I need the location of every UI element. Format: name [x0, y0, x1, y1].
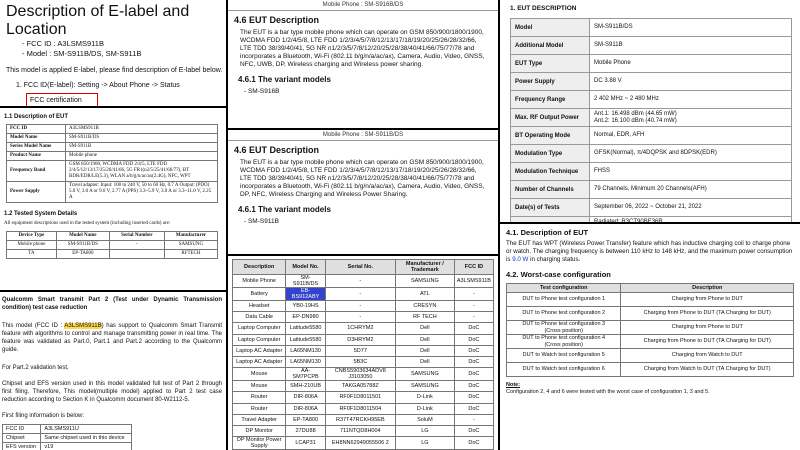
table-cell: - — [454, 288, 493, 301]
table-header-row — [7, 232, 218, 241]
table-row — [233, 275, 494, 288]
table-cell: Headset — [233, 301, 286, 312]
table-cell: LG — [395, 437, 454, 450]
eut-spec-panel — [0, 108, 226, 290]
wpt-description: The EUT has WPT (Wireless Power Transfer) feature which has inductive charging coil to charge phone or watch. The charging frequency is between 110 kHz to 148 kHz, and the maximum power consumption is 9.0 W in charging status. — [506, 240, 793, 263]
table-cell: 711NTQD8H004 — [325, 425, 395, 436]
table-cell: DoC — [454, 334, 493, 345]
table-cell: SoluM — [395, 414, 454, 425]
table-row — [511, 163, 792, 181]
table-cell: DoC — [454, 392, 493, 403]
table-cell: EH8NN62949055506 2 — [325, 437, 395, 450]
section-title: 1.2 Tested System Details — [4, 211, 78, 217]
table-cell: Mobile phone — [66, 152, 218, 161]
table-cell: Power Supply — [511, 73, 590, 91]
table-row — [511, 199, 792, 217]
table-row — [233, 368, 494, 381]
table-cell: SM-S911B — [66, 143, 218, 152]
table-cell: Travel adapter: Input: 100 to 240 V, 50 to 60 Hz, 0.7 A Output: (PDO) 5.0 V, 3.0 A or 9.0 V, 2.77 A (PPS) 3.3~5.9 V, 3.0 A or 3.3~11.0 V, 2.25 A — [66, 182, 218, 203]
table-row — [7, 143, 218, 152]
table-row — [511, 127, 792, 145]
column-header: Test configuration — [507, 284, 621, 293]
table-row — [507, 349, 794, 363]
table-row — [233, 392, 494, 403]
table-cell — [511, 217, 590, 223]
page-header: Mobile Phone : SM-S916B/DS — [322, 2, 404, 8]
table-cell: ATL — [395, 288, 454, 301]
column-header: Description — [233, 260, 286, 275]
eut-description-text: The EUT is a bar type mobile phone which can operate on GSM 850/900/1800/1900, WCDMA FDD 1/2/4/5/8, LTE FDD 1/2/3/4/5/7/8/12/13/17/18/19/20/25/26/28/32/66, LTE TDD 38/39/40/41, 5G NR n1/2/3/5/7/8/12/20/25/28/38/40/41/66/75/77/78 and incorporates a Bluetooth, Wi-Fi (802.11 b/g/n/a/ac/ax), Camera, Audio, Video, GNSS, NFC, UWB, DP, Wireless charging and Wireless power sharing. — [240, 29, 485, 68]
table-cell: Charging from Phone to DUT (TA Charging for DUT) — [621, 335, 794, 349]
column-header: Description — [621, 284, 794, 293]
table-cell: DP Monitor Power Supply — [233, 437, 286, 450]
tested-system-table — [6, 231, 218, 259]
table-row — [233, 381, 494, 392]
section-title: 1. EUT DESCRIPTION — [510, 5, 577, 12]
table-row — [233, 312, 494, 323]
table-row — [233, 403, 494, 414]
table-row — [507, 321, 794, 335]
table-cell: Power Supply — [7, 182, 66, 203]
table-row — [7, 241, 218, 250]
table-cell: Frequency Range — [511, 91, 590, 109]
table-row — [233, 437, 494, 450]
table-cell: Laptop Computer — [233, 334, 286, 345]
table-cell: EB-BS912ABY — [286, 288, 325, 301]
table-cell: Product Name — [7, 152, 66, 161]
page-header: Mobile Phone : SM-S911B/DS — [322, 132, 404, 138]
table-cell: SM-S911B/DS — [590, 19, 792, 37]
table-cell: Dell — [395, 356, 454, 367]
table-cell: Charging from Phone to DUT — [621, 293, 794, 307]
table-cell: 1CHRYM2 — [325, 323, 395, 334]
eut-description-s916b — [228, 0, 498, 128]
table-cell: Data Cable — [233, 312, 286, 323]
table-cell: BT Operating Mode — [511, 127, 590, 145]
table-cell: FCC ID — [7, 125, 66, 134]
table-cell: Laptop AC Adapter — [233, 356, 286, 367]
eut-description-s911b — [228, 130, 498, 254]
column-header: FCC ID — [454, 260, 493, 275]
table-cell: CRESYN — [395, 301, 454, 312]
note-label: Note: — [506, 382, 521, 388]
table-row — [233, 288, 494, 301]
bt-eut-panel — [500, 0, 800, 222]
table-cell: EFS version — [3, 443, 41, 450]
table-cell: Max. RF Output Power — [511, 109, 590, 127]
table-row — [507, 307, 794, 321]
table-cell: RF TECH — [395, 312, 454, 323]
table-cell: 2 402 MHz ~ 2 480 MHz — [590, 91, 792, 109]
table-cell: DoC — [454, 356, 493, 367]
table-cell: Modulation Technique — [511, 163, 590, 181]
table-cell: Mouse — [233, 368, 286, 381]
table-cell: Normal, EDR, AFH — [590, 127, 792, 145]
table-row — [233, 301, 494, 312]
variant-model: - SM-S916B — [244, 88, 280, 95]
qualcomm-paragraph-2: For Part.2 validation test, — [2, 365, 69, 371]
table-cell: GFSK(Normal), π/4DQPSK and 8DPSK(EDR) — [590, 145, 792, 163]
table-cell: RFTECH — [164, 250, 217, 259]
table-cell: DoC — [454, 437, 493, 450]
qualcomm-title: Qualcomm Smart transmit Part 2 (Test under Dynamic Transmission condition) test case reduction — [2, 297, 222, 311]
table-cell: SAMSUNG — [395, 275, 454, 288]
table-cell: Mobile phone — [7, 241, 57, 250]
table-cell: Router — [233, 392, 286, 403]
table-cell: D-Link — [395, 392, 454, 403]
elabel-title: Description of E-label and Location — [6, 3, 190, 38]
table-cell — [109, 250, 164, 259]
elabel-text: This model is applied E-label, please find description of E-label below. — [6, 67, 223, 74]
table-cell: Same chipset used in this device — [41, 434, 132, 443]
table-cell: EP-TA800 — [286, 414, 325, 425]
table-cell: Model Name — [7, 134, 66, 143]
table-cell: Mobile Phone — [233, 275, 286, 288]
table-cell: DIR-806A — [286, 403, 325, 414]
table-cell: - — [325, 312, 395, 323]
table-cell: TAKGA05788Z — [325, 381, 395, 392]
cert-line-1: FCC certification — [30, 97, 82, 104]
first-filing-table — [2, 424, 132, 450]
table-cell: Modulation Type — [511, 145, 590, 163]
table-cell: Dell — [395, 345, 454, 356]
table-cell: DUT to Phone test configuration 4 (Cross position) — [507, 335, 621, 349]
section-title: 4.6 EUT Description — [234, 145, 320, 155]
column-header: Device Type — [7, 232, 57, 241]
table-row — [3, 425, 132, 434]
table-cell: 79 Channels, Minimum 20 Channels(AFH) — [590, 181, 792, 199]
table-cell: Date(s) of Tests — [511, 199, 590, 217]
table-cell: Charging from Watch to DUT (TA Charging for DUT) — [621, 363, 794, 377]
table-row — [511, 217, 792, 223]
table-cell: Charging from Watch to DUT — [621, 349, 794, 363]
table-cell: DIR-806A — [286, 392, 325, 403]
table-cell: v19 — [41, 443, 132, 450]
worst-case-table — [506, 283, 794, 377]
table-cell: - — [454, 312, 493, 323]
table-cell: RF0F1D8011501 — [325, 392, 395, 403]
table-cell: LA65NM130 — [286, 345, 325, 356]
table-row — [511, 145, 792, 163]
table-cell: 27DU88 — [286, 425, 325, 436]
eut-description-text: The EUT is a bar type mobile phone which can operate on GSM 850/900/1800/1900, WCDMA FDD 1/2/4/5/8, LTE FDD 1/2/3/4/5/7/8/12/13/17/18/19/20/25/26/28/32/66, LTE TDD 38/39/40/41, 5G NR n1/2/3/5/7/8/12/20/25/28/38/40/41/66/75/77/78 and incorporates a Bluetooth, Wi-Fi (802.11 b/g/n/a/ac/ax), Camera, Audio, Video, GNSS, DP, NFC, Wireless Charging and Wireless Power Sharing. — [240, 159, 485, 198]
table-cell: Mobile Phone — [590, 55, 792, 73]
table-cell: - — [454, 301, 493, 312]
table-cell: DoC — [454, 381, 493, 392]
table-cell: SAMSUNG — [164, 241, 217, 250]
table-row — [507, 293, 794, 307]
table-cell: - — [454, 414, 493, 425]
table-cell: DUT to Phone test configuration 1 — [507, 293, 621, 307]
table-cell: D3HRYM2 — [325, 334, 395, 345]
variant-models-heading: 4.6.1 The variant models — [238, 75, 331, 84]
table-cell: SM-S911B/DS — [56, 241, 109, 250]
table-cell: D-Link — [395, 403, 454, 414]
table-cell: EUT Type — [511, 55, 590, 73]
table-cell: RF0F1D8011504 — [325, 403, 395, 414]
qualcomm-paragraph-3: Chipset and EFS version used in this model validated full test of Part 2 through first filing. Therefore, This model(multiple model) applied to Part 2 test case reduction according to Section K in Qualcomm document 80-W2112-5. — [2, 381, 222, 403]
table-header-row — [507, 284, 794, 293]
table-cell: Dell — [395, 323, 454, 334]
highlighted-power: 9.0 W — [512, 256, 529, 263]
table-cell: SM-S911B/DS — [286, 275, 325, 288]
section-title: 4.1. Description of EUT — [506, 228, 589, 237]
table-cell: LCAP31 — [286, 437, 325, 450]
table-cell: CNBS5903634ADV8 J3103050 — [325, 368, 395, 381]
accessories-panel — [228, 256, 498, 450]
table-cell: DP Monitor — [233, 425, 286, 436]
table-cell: Laptop AC Adapter — [233, 345, 286, 356]
column-header: Manufacturer — [164, 232, 217, 241]
table-row — [507, 363, 794, 377]
table-cell: AA-SM7PCPB — [286, 368, 325, 381]
highlighted-fcc-id: A3LSMS911B — [64, 323, 102, 329]
table-row — [7, 182, 218, 203]
table-row — [7, 250, 218, 259]
table-cell: EP-DN980 — [286, 312, 325, 323]
table-cell: A3LSMS911U — [41, 425, 132, 434]
table-cell: SAMSUNG — [395, 368, 454, 381]
table-row — [511, 73, 792, 91]
table-cell: DUT to Watch test configuration 5 — [507, 349, 621, 363]
table-cell: YB0-19HS — [286, 301, 325, 312]
qualcomm-paragraph: This model (FCC ID : A3LSMS911B) has support to Qualcomm Smart Transmit feature with algorithms to control and manage transmitting power in real time. The feature was validated as Part.0, Part.1 and Part.2 according to the Qualcomm guide. — [2, 323, 222, 353]
table-cell: R37T47RCKH95EB — [325, 414, 395, 425]
table-cell: Additional Model — [511, 37, 590, 55]
column-header: Serial No. — [325, 260, 395, 275]
section-note: All equipment descriptions used in the tested system (including inserted cards) are: — [4, 221, 171, 226]
table-cell: Latitude5580 — [286, 323, 325, 334]
table-row — [511, 37, 792, 55]
table-cell: DUT to Watch test configuration 6 — [507, 363, 621, 377]
table-cell: 5B3C — [325, 356, 395, 367]
table-cell: DUT to Phone test configuration 3 (Cross position) — [507, 321, 621, 335]
accessories-table — [232, 259, 494, 450]
table-cell: Number of Channels — [511, 181, 590, 199]
table-row — [233, 323, 494, 334]
table-row — [7, 152, 218, 161]
table-cell: DUT to Phone test configuration 2 — [507, 307, 621, 321]
table-cell: SM-S911B — [590, 37, 792, 55]
table-cell: DoC — [454, 368, 493, 381]
table-cell: FCC ID — [3, 425, 41, 434]
table-row — [233, 334, 494, 345]
table-cell: LG — [395, 425, 454, 436]
table-cell: - — [325, 288, 395, 301]
table-cell: September 06, 2022 ~ October 21, 2022 — [590, 199, 792, 217]
table-cell: Charging from Phone to DUT (TA Charging for DUT) — [621, 307, 794, 321]
table-cell: TA — [7, 250, 57, 259]
elabel-fcc-id: - FCC ID : A3LSMS911B — [22, 39, 104, 48]
table-cell: A3LSMS911B — [454, 275, 493, 288]
table-row — [233, 345, 494, 356]
table-cell: EP-TA800 — [56, 250, 109, 259]
table-header-row — [233, 260, 494, 275]
table-row — [3, 443, 132, 450]
eut-spec-table — [6, 124, 218, 203]
table-row — [511, 109, 792, 127]
column-header: Manufacturer / Trademark — [395, 260, 454, 275]
table-cell: Frequency Band — [7, 161, 66, 182]
table-row — [233, 425, 494, 436]
fcc-certification-box — [26, 93, 98, 106]
bt-eut-table — [510, 18, 792, 222]
variant-model: - SM-S911B — [244, 218, 279, 225]
table-row — [7, 134, 218, 143]
table-cell: Laptop Computer — [233, 323, 286, 334]
cert-line-2 — [30, 105, 94, 106]
table-row — [3, 434, 132, 443]
variant-models-heading: 4.6.1 The variant models — [238, 205, 331, 214]
table-row — [511, 181, 792, 199]
table-cell: DoC — [454, 345, 493, 356]
table-cell: Latitude5580 — [286, 334, 325, 345]
table-row — [233, 414, 494, 425]
table-cell: SM-S911B/DS — [66, 134, 218, 143]
table-cell: DoC — [454, 323, 493, 334]
table-cell: SAMSUNG — [395, 381, 454, 392]
table-cell: DoC — [454, 403, 493, 414]
section-title: 1.1 Description of EUT — [4, 114, 69, 120]
elabel-model: - Model : SM-S911B/DS, SM-S911B — [22, 49, 142, 58]
table-row — [7, 125, 218, 134]
table-cell: Travel Adapter — [233, 414, 286, 425]
table-cell: Ant.1: 16.498 dBm (44.65 mW) Ant.2: 16.100 dBm (40.74 mW) — [590, 109, 792, 127]
table-cell: LA65NM130 — [286, 356, 325, 367]
table-cell: Model — [511, 19, 590, 37]
qualcomm-panel — [0, 292, 226, 450]
column-header: Model Name — [56, 232, 109, 241]
note-text: Configuration 2, 4 and 6 were tested with the worst case of configuration 1, 3 and 5. — [506, 389, 710, 395]
table-row — [7, 161, 218, 182]
table-cell: 5D77 — [325, 345, 395, 356]
table-cell: Battery — [233, 288, 286, 301]
table-cell: Series Model Name — [7, 143, 66, 152]
section-title: 4.2. Worst-case configuration — [506, 270, 611, 279]
table-cell: - — [325, 301, 395, 312]
column-header: Serial Number — [109, 232, 164, 241]
table-cell: Router — [233, 403, 286, 414]
table-cell: GSM 850/1900, WCDMA FDD 2/4/5, LTE FDD 2/4/5/12/13/17/25/26/41/66, 5G FR1(n2/5/25/41/66/77), BT BDR/EDR/LE(5.3), WLAN a/b/g/n/ac/ax(2.4G), NFC, WPT — [66, 161, 218, 182]
table-cell: Radiated: R3CT90BE36R — [590, 217, 792, 223]
table-row — [507, 335, 794, 349]
elabel-step: 1. FCC ID(E-label): Setting -> About Phone -> Status — [16, 82, 180, 89]
table-cell: A3LSMS911B — [66, 125, 218, 134]
table-cell: Dell — [395, 334, 454, 345]
table-row — [233, 356, 494, 367]
wpt-panel — [500, 224, 800, 450]
table-cell: - — [109, 241, 164, 250]
table-row — [511, 19, 792, 37]
table-row — [511, 55, 792, 73]
table-cell: Mouse — [233, 381, 286, 392]
table-cell: SMH-210UB — [286, 381, 325, 392]
table-cell: - — [325, 275, 395, 288]
table-cell: Charging from Phone to DUT — [621, 321, 794, 335]
qualcomm-paragraph-4: First filing information is below: — [2, 413, 85, 419]
table-cell: FHSS — [590, 163, 792, 181]
column-header: Model No. — [286, 260, 325, 275]
table-cell: Chipset — [3, 434, 41, 443]
table-cell: DC 3.88 V — [590, 73, 792, 91]
elabel-panel — [0, 0, 226, 106]
table-row — [511, 91, 792, 109]
table-cell: DoC — [454, 425, 493, 436]
section-title: 4.6 EUT Description — [234, 15, 320, 25]
